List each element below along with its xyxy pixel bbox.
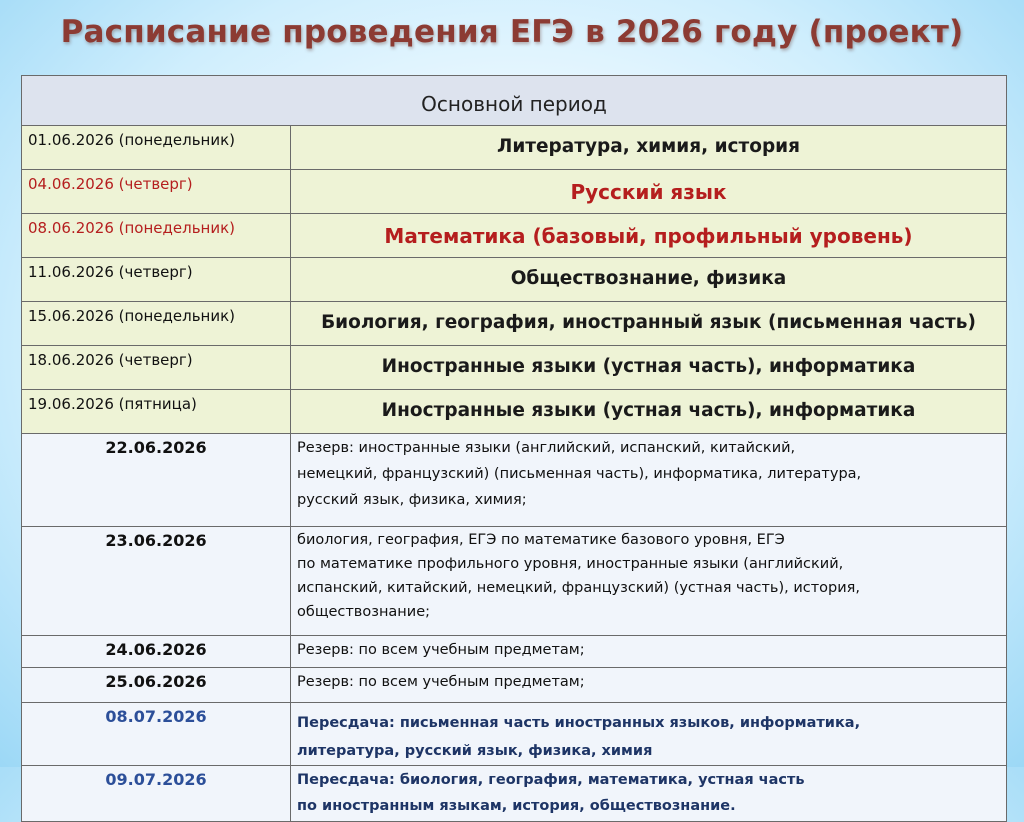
exam-schedule-table: [21, 75, 1007, 822]
table-row: [22, 214, 1007, 258]
table-row: [22, 766, 1007, 822]
exam-date: 18.06.2026 (четверг): [22, 346, 291, 390]
exam-date: 09.07.2026: [22, 766, 291, 822]
exam-subjects: Пересдача: письменная часть иностранных языков, информатика, литература, русский язык, физика, химия: [291, 703, 1007, 766]
exam-date: 11.06.2026 (четверг): [22, 258, 291, 302]
table-row: [22, 668, 1007, 703]
exam-date: 25.06.2026: [22, 668, 291, 703]
exam-date: 08.07.2026: [22, 703, 291, 766]
exam-subjects: Резерв: иностранные языки (английский, испанский, китайский, немецкий, французский) (письменная часть), информатика, литература, русский язык, физика, химия;: [291, 434, 1007, 527]
table-row: [22, 636, 1007, 668]
exam-subjects: Резерв: по всем учебным предметам;: [291, 668, 1007, 703]
page-title: Расписание проведения ЕГЭ в 2026 году (проект): [60, 14, 964, 50]
exam-date: 08.06.2026 (понедельник): [22, 214, 291, 258]
exam-subjects: Математика (базовый, профильный уровень): [291, 214, 1007, 258]
table-row: [22, 170, 1007, 214]
table-row: [22, 434, 1007, 527]
period-header: Основной период: [22, 76, 1007, 126]
exam-subjects: Обществознание, физика: [291, 258, 1007, 302]
exam-subjects: Иностранные языки (устная часть), информатика: [291, 346, 1007, 390]
exam-date: 04.06.2026 (четверг): [22, 170, 291, 214]
exam-subjects: Пересдача: биология, география, математика, устная часть по иностранным языкам, история, обществознание.: [291, 766, 1007, 822]
table-row: [22, 258, 1007, 302]
exam-date: 22.06.2026: [22, 434, 291, 527]
exam-date: 15.06.2026 (понедельник): [22, 302, 291, 346]
table-row: [22, 126, 1007, 170]
exam-subjects: Резерв: по всем учебным предметам;: [291, 636, 1007, 668]
table-row: [22, 302, 1007, 346]
exam-subjects: Литература, химия, история: [291, 126, 1007, 170]
exam-date: 23.06.2026: [22, 527, 291, 636]
exam-date: 19.06.2026 (пятница): [22, 390, 291, 434]
exam-subjects: Биология, география, иностранный язык (письменная часть): [291, 302, 1007, 346]
exam-subjects: Русский язык: [291, 170, 1007, 214]
exam-date: 24.06.2026: [22, 636, 291, 668]
period-header-row: [22, 76, 1007, 126]
table-row: [22, 346, 1007, 390]
exam-subjects: биология, география, ЕГЭ по математике базового уровня, ЕГЭ по математике профильного уровня, иностранные языки (английский, испанский, китайский, немецкий, французский) (устная часть), история, обществознание;: [291, 527, 1007, 636]
table-row: [22, 390, 1007, 434]
table-row: [22, 527, 1007, 636]
exam-date: 01.06.2026 (понедельник): [22, 126, 291, 170]
exam-subjects: Иностранные языки (устная часть), информатика: [291, 390, 1007, 434]
table-row: [22, 703, 1007, 766]
